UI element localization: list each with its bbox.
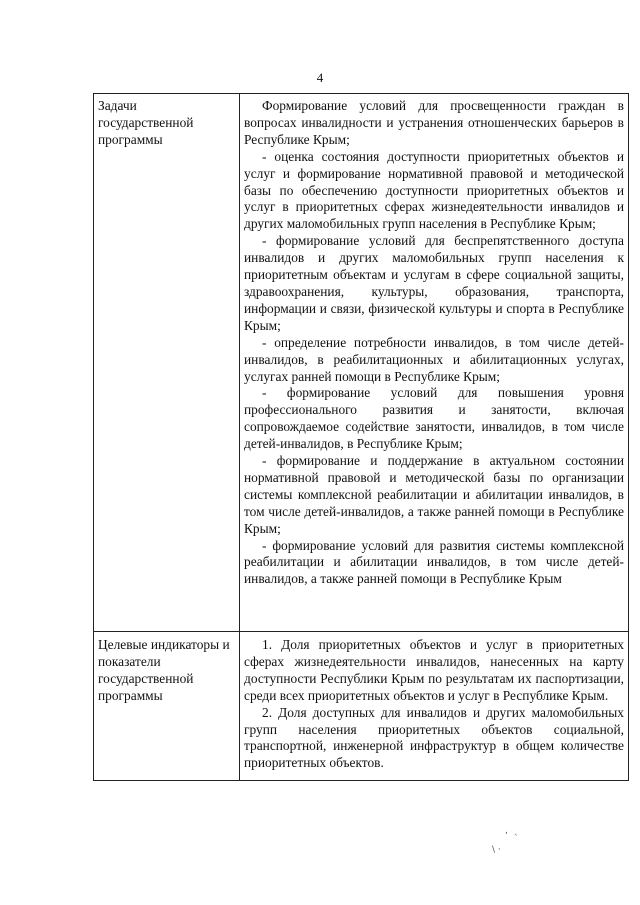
table-row-tasks xyxy=(94,94,629,632)
row-label-indicators: Целевые индикаторы и показатели государственной программы xyxy=(94,632,240,781)
tasks-paragraph: - оценка состояния доступности приоритетных объектов и услуг и формирование нормативной правовой и методической базы по обеспечению доступности приоритетных объектов и услуг в приоритетных сферах жизнедеятельности инвалидов и других маломобильных групп населения в Республике Крым; xyxy=(244,148,624,232)
row-label-tasks: Задачи государственной программы xyxy=(94,94,240,632)
tasks-paragraph: - определение потребности инвалидов, в том числе детей-инвалидов, в реабилитационных и абилитационных услугах, услугах ранней помощи в Республике Крым; xyxy=(244,334,624,384)
indicator-paragraph: 1. Доля приоритетных объектов и услуг в приоритетных сферах жизнедеятельности инвалидов, нанесенных на карту доступности Республики Крым по результатам их паспортизации, среди всех приоритетных объектов и услуг в Республике Крым. xyxy=(244,637,624,703)
program-passport-table xyxy=(93,93,629,781)
tasks-paragraph: Формирование условий для просвещенности граждан в вопросах инвалидности и устранения отношенческих барьеров в Республике Крым; xyxy=(244,98,624,147)
scan-artifact: \ · xyxy=(492,845,501,855)
page-number: 4 xyxy=(316,70,324,85)
row-content-tasks xyxy=(240,94,629,632)
row-content-indicators xyxy=(240,632,629,781)
scan-artifact: ` xyxy=(514,834,519,844)
tasks-paragraph: - формирование условий для развития системы комплексной реабилитации и абилитации инвалидов, в том числе детей-инвалидов, а также ранней помощи в Республике Крым xyxy=(244,537,624,587)
indicator-paragraph: 2. Доля доступных для инвалидов и других маломобильных групп населения приоритетных объектов социальной, транспортной, инженерной инфраструктур в общем количестве приоритетных объектов. xyxy=(244,704,624,771)
tasks-paragraph: - формирование условий для беспрепятственного доступа инвалидов и других маломобильных групп населения к приоритетным объектам и услугам в сфере социальной защиты, здравоохранения, культуры, образования, транспорта, информации и связи, физической культуры и спорта в Республике Крым; xyxy=(244,233,624,333)
scan-artifact: , xyxy=(505,826,508,836)
table-row-indicators xyxy=(94,632,629,781)
tasks-paragraph: - формирование условий для повышения уровня профессионального развития и занятости, включая сопровождаемое содействие занятости, инвалидов, в том числе детей-инвалидов, в Республике Крым; xyxy=(244,385,624,452)
tasks-paragraph: - формирование и поддержание в актуальном состоянии нормативной правовой и методической базы по организации системы комплексной реабилитации и абилитации инвалидов, в том числе детей-инвалидов, а также ранней помощи в Республике Крым; xyxy=(244,453,624,536)
